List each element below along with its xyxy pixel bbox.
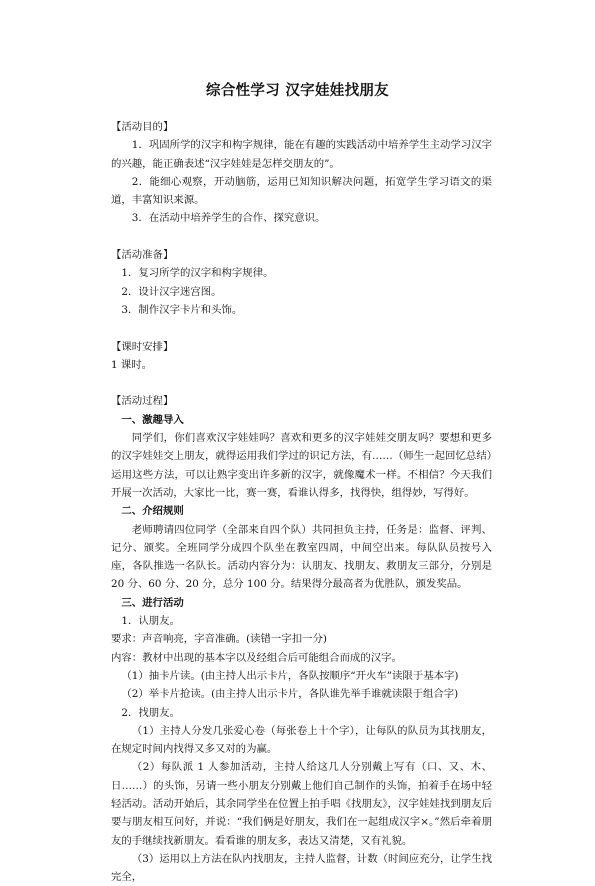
- activity-part-2-step-1: （1）主持人分发几张爱心卷（每张卷上十个字），让每队的队员为其找朋友，在规定时间内找得又多又对的为赢。: [111, 724, 492, 756]
- section-heading-prep: 【活动准备】: [111, 249, 174, 262]
- activity-part-2: 2．找朋友。: [121, 706, 180, 719]
- activity-requirement: 要求：声音响亮，字音准确。(读错一字扣一分): [111, 633, 327, 646]
- spacer: [111, 374, 492, 392]
- step-heading-rules: 二、介绍规则: [121, 505, 184, 518]
- spacer: [111, 319, 492, 337]
- section-heading-time: 【课时安排】: [111, 340, 174, 353]
- page-title: 综合性学习 汉字娃娃找朋友: [206, 83, 389, 99]
- document-body: [111, 118, 492, 886]
- step-heading-activity: 三、进行活动: [121, 596, 184, 609]
- prep-item-3: 3．制作汉字卡片和头饰。: [121, 303, 243, 316]
- section-heading-purpose: 【活动目的】: [111, 121, 174, 133]
- purpose-item-2: 2．能细心观察，开动脑筋，运用已知知识解决问题，拓宽学生学习语文的渠道，丰富知识来源。: [111, 175, 492, 207]
- purpose-item-3: 3．在活动中培养学生的合作、探究意识。: [131, 212, 326, 225]
- step-text-rules: 老师聘请四位同学（全部来自四个队）共同担负主持，任务是：监督、评判、记分、颁奖。全班同学分成四个队坐在教室四周，中间空出来。每队队员按号入座，各队推选一名队长。活动内容分为：认朋友、找朋友、救朋友三部分，分别是 20 分、60 分、20 分，总分 100 分。结果得分最高者为优胜队，颁发奖品。: [111, 523, 492, 591]
- prep-item-2: 2．设计汉字迷宫图。: [121, 285, 222, 298]
- spacer: [111, 228, 492, 246]
- time-text: 1 课时。: [111, 358, 153, 371]
- activity-content: 内容：教材中出现的基本字以及经组合后可能组合而成的汉字。: [111, 651, 402, 664]
- activity-part-1: 1．认朋友。: [121, 615, 180, 628]
- purpose-item-1: 1．巩固所学的汉字和构字规律，能在有趣的实践活动中培养学生主动学习汉字的兴趣，能正确表述“汉字娃娃是怎样交朋友的”。: [111, 139, 492, 170]
- activity-round-1: （1）抽卡片读。(由主持人出示卡片，各队按顺序“开火车”读限于基本字): [121, 669, 459, 682]
- section-heading-process: 【活动过程】: [111, 395, 174, 408]
- step-text-intro: 同学们，你们喜欢汉字娃娃吗？喜欢和更多的汉字娃娃交朋友吗？要想和更多的汉字娃娃交上朋友，就得运用我们学过的识记方法，有……（师生一起回忆总结）运用这些方法，可以让熟字变出许多新的汉字，就像魔术一样。不相信？今天我们开展一次活动，大家比一比，赛一赛，看谁认得多，找得快，组得妙，写得好。: [111, 432, 492, 499]
- step-heading-intro: 一、激趣导入: [121, 413, 184, 426]
- activity-part-2-step-3: （3）运用以上方法在队内找朋友，主持人监督，计数（时间应充分，让学生找完全，: [111, 852, 492, 884]
- activity-round-2: （2）举卡片抢读。(由主持人出示卡片，各队谁先举手谁就读限于组合字): [121, 688, 459, 701]
- prep-item-1: 1．复习所学的汉字和构字规律。: [121, 267, 274, 280]
- activity-part-2-step-2: （2）每队派 1 人参加活动，主持人给这几人分别戴上写有（口、又、木、日……）的头饰，另请一些小朋友分别戴上他们自己制作的头饰，拍着手在场中轻轻活动。活动开始后，其余同学坐在位置上拍手唱《找朋友》，汉字娃娃找到朋友后要与朋友相互问好，并说：“我们俩是好朋友，我们在一起组成汉字×。”然后牵着朋友的手继续找新朋友。看看谁的朋友多，表达又清楚，又有礼貌。: [111, 761, 492, 847]
